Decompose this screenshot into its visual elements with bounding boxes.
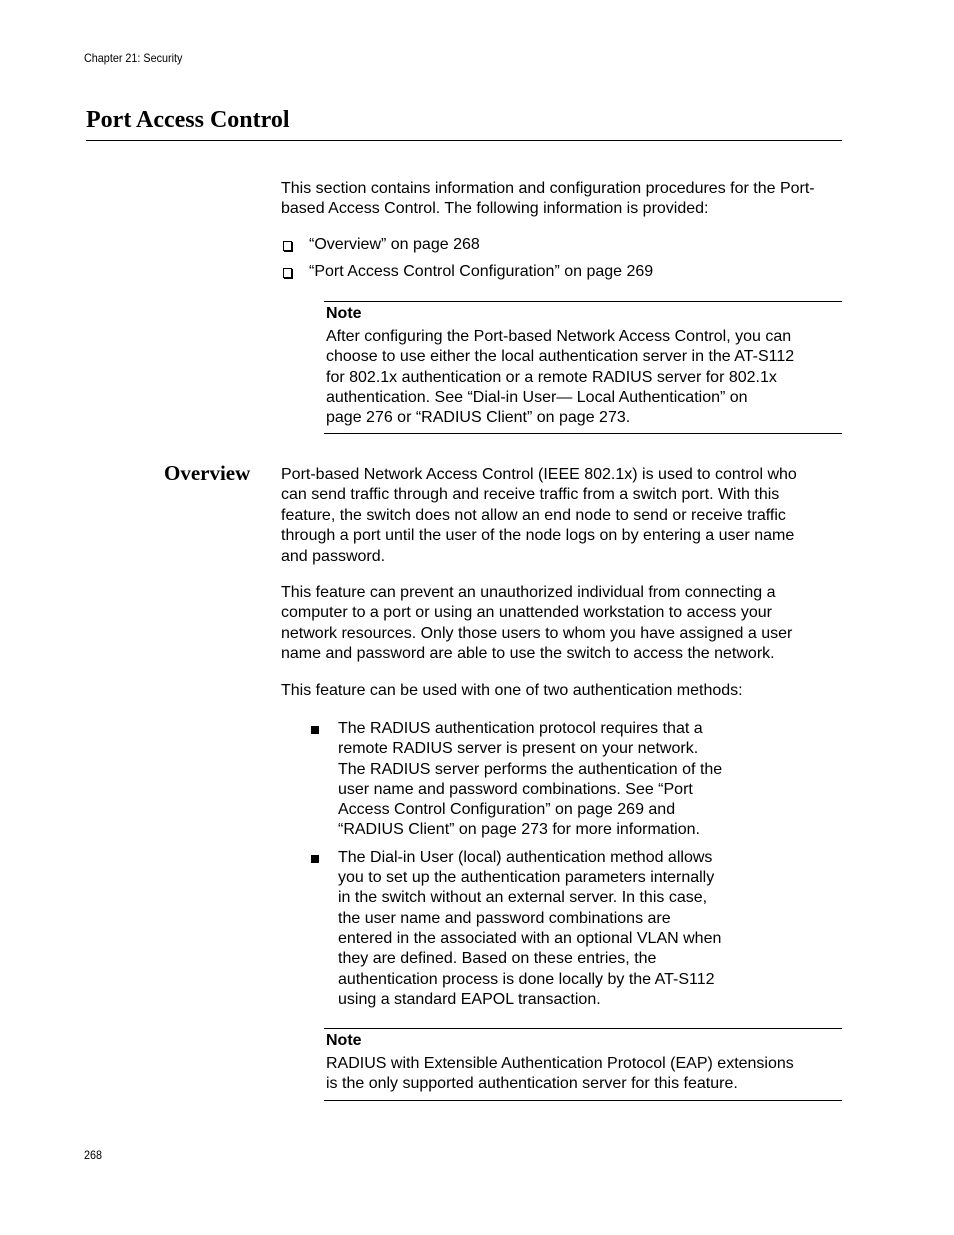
note-line: After configuring the Port-based Network Access Control, you can [326, 328, 792, 345]
intro-paragraph: This section contains information and configuration procedures for the Port-based Access Control. The following information is provided: [281, 180, 815, 218]
contents-link-overview[interactable] [281, 235, 841, 262]
checkbox-square-icon [283, 241, 292, 251]
text-line: The RADIUS server performs the authentication of the [338, 760, 723, 778]
checkbox-square-icon [283, 268, 292, 278]
text-line: user name and password combinations. See “Port [338, 780, 693, 798]
note-box-radius-eap [324, 1028, 842, 1101]
text-line: they are defined. Based on these entries, the [338, 950, 657, 968]
text-line: authentication process is done locally by the AT-S112 [338, 970, 715, 988]
note-line: page 276 or “RADIUS Client” on page 273. [326, 409, 631, 427]
text-line: name and password are able to use the switch to access the network. [281, 645, 775, 663]
text-line: and password. [281, 547, 386, 565]
title-rule [86, 140, 842, 141]
note-text [326, 1054, 840, 1095]
text-line: “RADIUS Client” on page 273 for more information. [338, 821, 700, 839]
page-number: 268 [84, 1148, 103, 1162]
section-contents-list [281, 235, 841, 289]
text-line: feature, the switch does not allow an end node to send or receive traffic [281, 506, 786, 524]
text-line: This feature can prevent an unauthorized individual from connecting a [281, 584, 776, 601]
authentication-methods-list [310, 719, 755, 1010]
list-item [310, 848, 755, 1010]
text-line: remote RADIUS server is present on your network. [338, 740, 699, 758]
overview-heading: Overview [164, 461, 251, 485]
text-line: entered in the associated with an optional VLAN when [338, 929, 722, 947]
text-line: The RADIUS authentication protocol requires that a [338, 720, 703, 737]
text-line: the user name and password combinations are [338, 909, 671, 927]
running-header: Chapter 21: Security [84, 51, 183, 65]
contents-link-configuration[interactable] [281, 262, 841, 289]
note-text [326, 327, 840, 428]
note-line: choose to use either the local authentication server in the AT-S112 [326, 348, 795, 366]
text-line: can send traffic through and receive traffic from a switch port. With this [281, 486, 780, 504]
overview-paragraph-2 [281, 583, 843, 665]
text-line: network resources. Only those users to whom you have assigned a user [281, 624, 793, 642]
note-label: Note [326, 305, 362, 322]
text-line: The Dial-in User (local) authentication method allows [338, 848, 713, 866]
text-line: computer to a port or using an unattended workstation to access your [281, 604, 772, 622]
square-bullet-icon [311, 855, 319, 863]
contents-link-label: “Port Access Control Configuration” on page 269 [309, 263, 654, 280]
text-line: using a standard EAPOL transaction. [338, 990, 601, 1008]
note-line: for 802.1x authentication or a remote RADIUS server for 802.1x [326, 368, 777, 386]
text-line: you to set up the authentication parameters internally [338, 869, 715, 887]
text-line: Port-based Network Access Control (IEEE 802.1x) is used to control who [281, 466, 797, 483]
note-line: is the only supported authentication server for this feature. [326, 1075, 738, 1093]
list-item [310, 719, 755, 841]
overview-paragraph-1 [281, 465, 843, 567]
text-line: through a port until the user of the node logs on by entering a user name [281, 527, 795, 545]
square-bullet-icon [311, 726, 319, 734]
note-line: authentication. See “Dial-in User— Local Authentication” on [326, 388, 748, 406]
contents-link-label: “Overview” on page 268 [309, 236, 480, 253]
note-label: Note [326, 1032, 362, 1049]
text-line: in the switch without an external server. In this case, [338, 889, 708, 907]
note-box-authentication [324, 301, 842, 434]
note-line: RADIUS with Extensible Authentication Protocol (EAP) extensions [326, 1055, 794, 1072]
overview-paragraph-3: This feature can be used with one of two authentication methods: [281, 682, 743, 699]
section-title: Port Access Control [86, 107, 290, 133]
text-line: Access Control Configuration” on page 269 and [338, 801, 676, 819]
